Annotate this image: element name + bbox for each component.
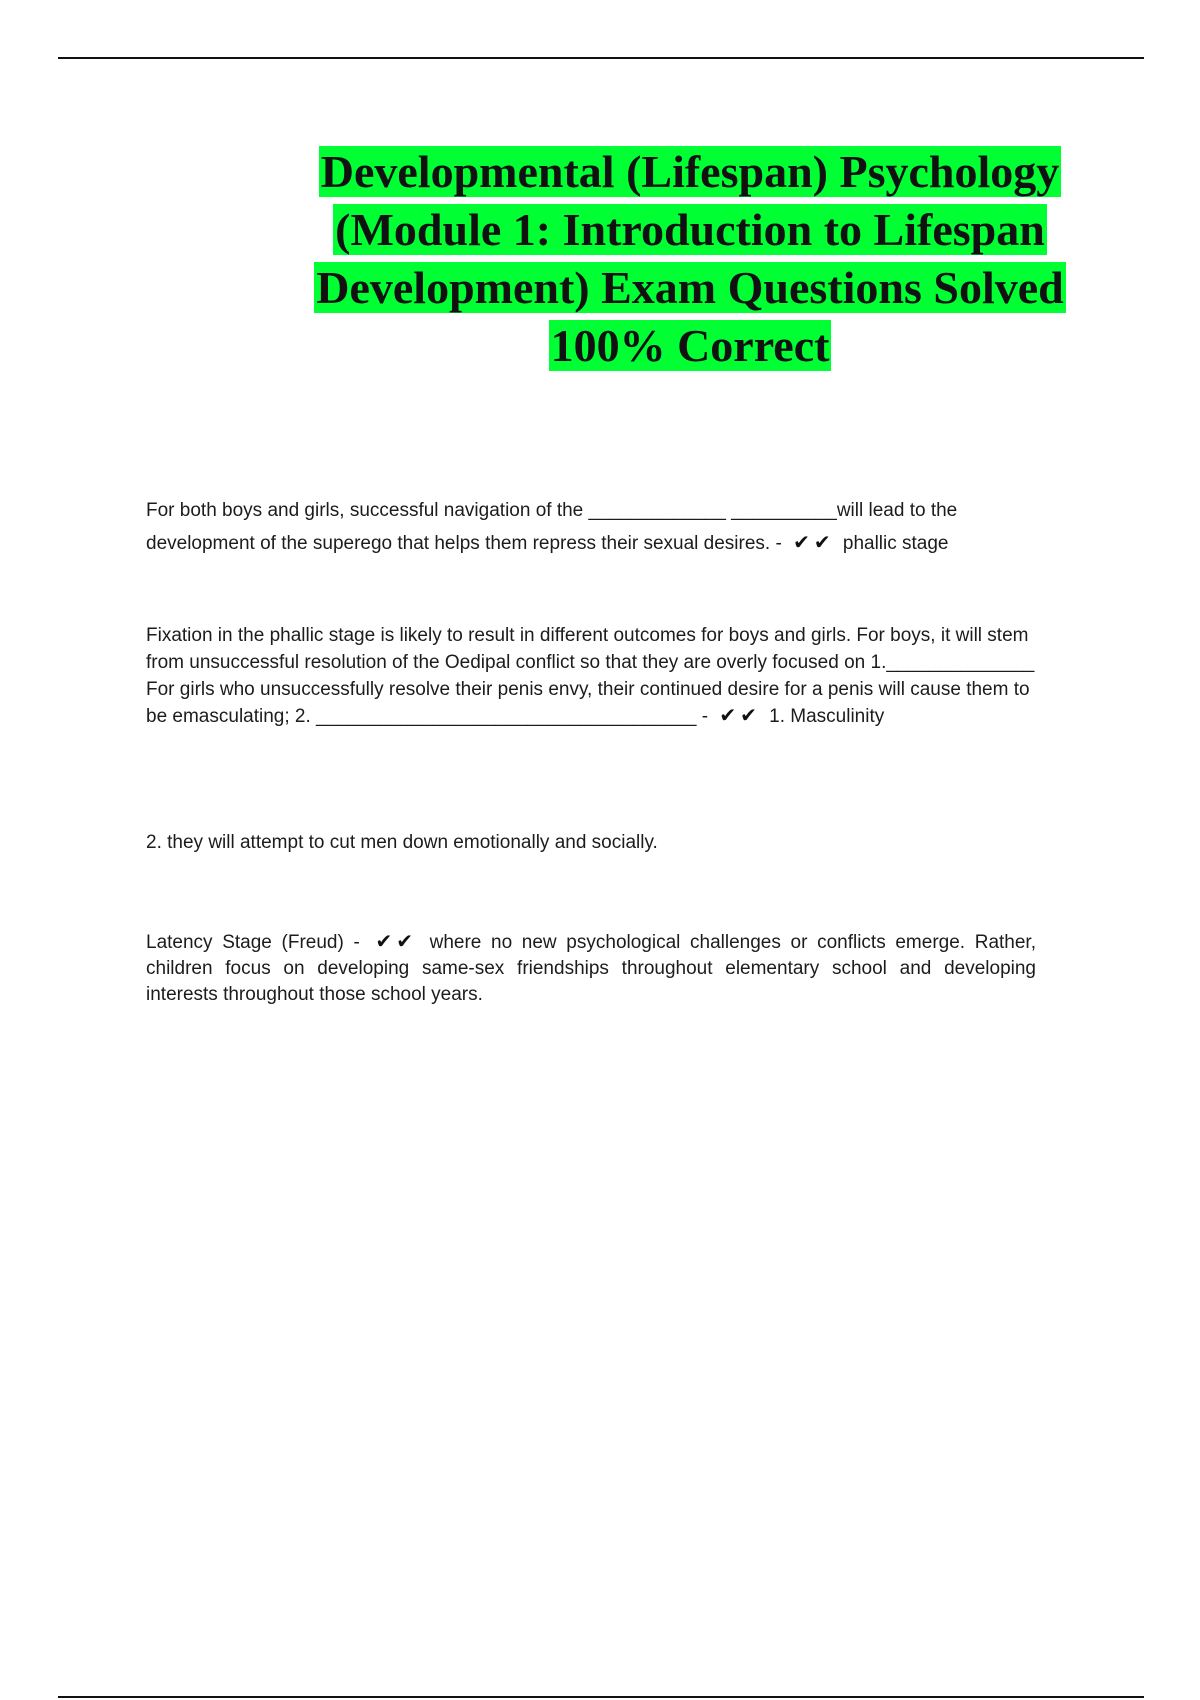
answer-text: 1. Masculinity bbox=[769, 706, 885, 727]
qa-item-2 bbox=[146, 622, 1036, 730]
answer-continuation-text: 2. they will attempt to cut men down emotionally and socially. bbox=[146, 832, 658, 853]
double-check-icon: ✔✔ bbox=[719, 703, 761, 727]
qa-item-1 bbox=[146, 494, 1036, 560]
question-text: Latency Stage (Freud) - bbox=[146, 932, 360, 953]
header-rule bbox=[58, 57, 1144, 59]
question-text: For both boys and girls, successful navigation of the _____________ __________will lead to the development of the superego that helps them repress their sexual desires. - bbox=[146, 500, 958, 554]
question-text: Fixation in the phallic stage is likely to result in different outcomes for boys and girls. For boys, it will stem from unsuccessful resolution of the Oedipal conflict so that they are overly focused on 1.______________ For girls who unsuccessfully resolve their penis envy, their continued desire for a penis will cause them to be emasculating; 2. ____________________________________ - bbox=[146, 625, 1035, 727]
answer-text: where no new psychological challenges or conflicts emerge. Rather, children focus on developing same-sex friendships throughout elementary school and developing interests throughout those school years. bbox=[146, 932, 1036, 1005]
answer-text: phallic stage bbox=[842, 533, 949, 554]
double-check-icon: ✔✔ bbox=[375, 929, 417, 953]
document-title bbox=[280, 143, 1100, 375]
qa-item-3 bbox=[146, 829, 1036, 856]
footer-rule bbox=[58, 1696, 1144, 1698]
qa-item-4 bbox=[146, 930, 1036, 1008]
highlighted-title-text: Developmental (Lifespan) Psychology (Module 1: Introduction to Lifespan Development) Exam Questions Solved 100% Correct bbox=[316, 146, 1064, 371]
double-check-icon: ✔✔ bbox=[793, 530, 835, 554]
